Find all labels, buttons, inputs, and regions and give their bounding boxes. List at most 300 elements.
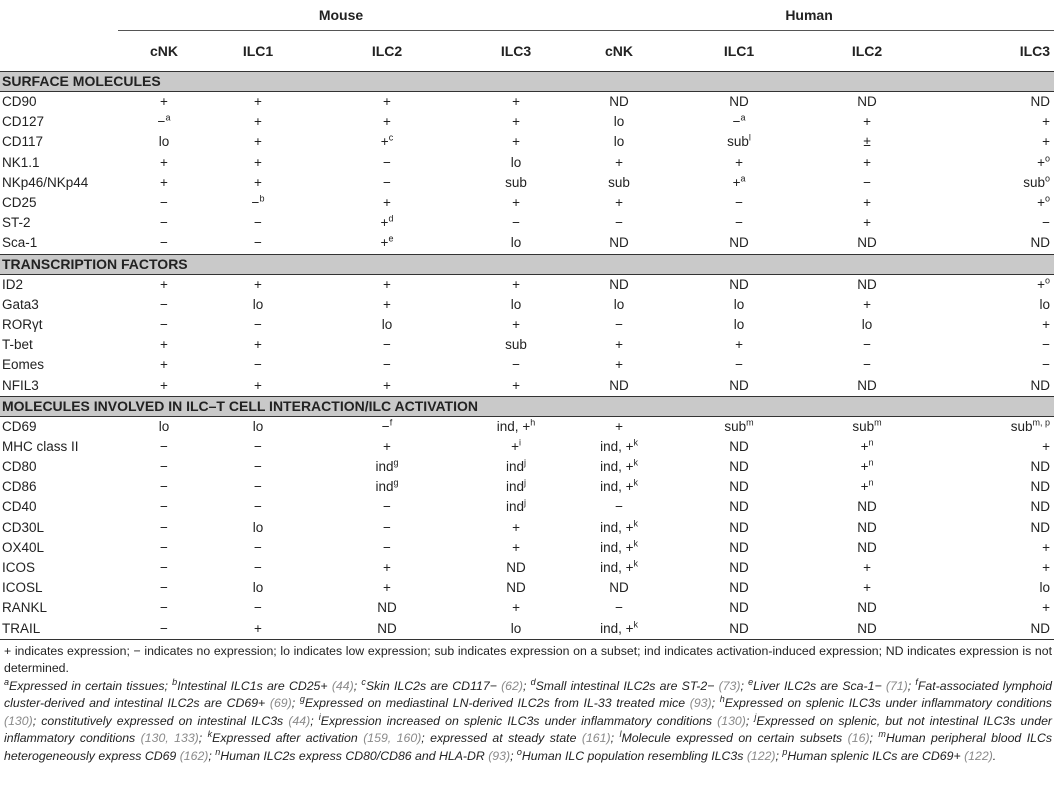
column-header: ILC2 — [851, 43, 883, 59]
footnote-text: ; — [907, 678, 916, 693]
cell-value: ind, + — [600, 519, 634, 535]
table-cell — [210, 132, 306, 152]
cell-value: + — [512, 195, 520, 211]
cell-value: + — [254, 276, 262, 292]
cell-value: + — [160, 94, 168, 110]
footnote-text: Intestinal ILC1s are CD25+ — [177, 678, 332, 693]
table-cell — [468, 578, 564, 598]
column-header: ILC1 — [242, 43, 274, 59]
cell-value: lo — [510, 620, 522, 636]
cell-value: ND — [857, 235, 877, 251]
footnote-text: ; — [208, 748, 216, 763]
cell-value: − — [160, 539, 168, 555]
table-cell — [804, 375, 930, 396]
footnote-reference: (62) — [501, 678, 523, 693]
footnote-reference: (122) — [746, 748, 776, 763]
cell-footnote-mark: k — [633, 477, 638, 488]
column-header: ILC3 — [500, 43, 532, 59]
row-label: ST-2 — [2, 215, 31, 231]
cell-value: − — [160, 296, 168, 312]
cell-value: sub — [505, 174, 527, 190]
cell-value: − — [254, 600, 262, 616]
table-cell — [930, 274, 1054, 295]
cell-value: − — [512, 357, 520, 373]
cell-value: lo — [381, 316, 393, 332]
cell-footnote-mark: m, p — [1032, 417, 1051, 428]
cell-value: − — [160, 316, 168, 332]
table-cell — [804, 457, 930, 477]
table-row — [0, 355, 1054, 375]
table-cell — [674, 538, 804, 558]
header-spacer — [0, 31, 118, 72]
cell-value: ND — [609, 235, 629, 251]
table-cell — [930, 213, 1054, 233]
table-cell — [564, 233, 674, 254]
cell-value: ND — [729, 620, 749, 636]
table-cell — [210, 173, 306, 193]
cell-value: lo — [1039, 580, 1051, 596]
cell-value: + — [254, 620, 262, 636]
table-cell — [564, 457, 674, 477]
cell-value: + — [160, 377, 168, 393]
footnote-text: ; — [198, 731, 208, 746]
footnote-mark: h — [719, 694, 725, 705]
footnote-text: Human ILC population resembling ILC3s — [521, 748, 747, 763]
header-spacer — [0, 0, 118, 31]
table-cell — [564, 416, 674, 437]
table-cell — [306, 315, 468, 335]
cell-value: − — [160, 560, 168, 576]
cell-value: − — [254, 438, 262, 454]
row-label: RORγt — [2, 316, 43, 332]
table-cell — [564, 213, 674, 233]
cell-footnote-mark: k — [633, 558, 638, 569]
row-label: CD40 — [2, 499, 37, 515]
cell-value: ind — [375, 479, 394, 495]
table-cell — [804, 437, 930, 457]
table-cell — [210, 598, 306, 618]
cell-value: − — [1042, 357, 1051, 373]
table-cell — [118, 619, 210, 639]
table-cell — [930, 355, 1054, 375]
table-cell — [118, 598, 210, 618]
table-cell — [210, 619, 306, 639]
table-cell — [468, 558, 564, 578]
cell-value: lo — [613, 296, 625, 312]
cell-value: − — [251, 195, 260, 211]
table-cell — [468, 193, 564, 213]
table-cell — [930, 112, 1054, 132]
cell-footnote-mark: n — [868, 477, 874, 488]
table-cell — [306, 375, 468, 396]
table-cell — [674, 355, 804, 375]
table-cell — [468, 274, 564, 295]
row-label: OX40L — [2, 539, 45, 555]
cell-value: + — [512, 600, 520, 616]
row-label: CD25 — [2, 195, 37, 211]
cell-value: + — [254, 174, 262, 190]
cell-value: ind — [506, 479, 525, 495]
cell-footnote-mark: a — [740, 112, 746, 123]
table-cell — [564, 132, 674, 152]
footnote-reference: (93) — [488, 748, 511, 763]
table-row — [0, 173, 1054, 193]
legend-text: + indicates expression; − indicates no expression; lo indicates low expression; sub indicates expression on a subset; ind indicates activation-induced expression; ND indicates expression is not determined. — [4, 643, 1052, 676]
footnote-text: Expression increased on splenic ILC3s under inflammatory conditions — [320, 713, 718, 728]
cell-footnote-mark: j — [524, 457, 527, 468]
section-title: MOLECULES INVOLVED IN ILC–T CELL INTERACTION/ILC ACTIVATION — [0, 396, 1054, 416]
table-cell — [674, 558, 804, 578]
table-cell — [930, 538, 1054, 558]
cell-value: ND — [1030, 459, 1051, 475]
footnote-text: Small intestinal ILC2s are ST-2− — [535, 678, 719, 693]
cell-value: − — [254, 499, 262, 515]
cell-value: sub — [724, 418, 747, 434]
cell-value: + — [860, 438, 869, 454]
table-row — [0, 598, 1054, 618]
cell-footnote-mark: c — [388, 132, 394, 143]
table-cell — [306, 538, 468, 558]
cell-value: + — [1042, 114, 1051, 130]
table-cell — [468, 112, 564, 132]
table-cell — [804, 497, 930, 517]
cell-value: ND — [729, 459, 749, 475]
cell-value: − — [254, 316, 262, 332]
row-label: CD117 — [2, 134, 44, 150]
footnote-list — [4, 678, 1052, 766]
table-row — [0, 274, 1054, 295]
cell-value: − — [383, 337, 391, 353]
cell-value: ND — [857, 377, 877, 393]
cell-value: sub — [727, 134, 749, 150]
cell-value: + — [1042, 316, 1051, 332]
table-cell — [468, 335, 564, 355]
column-header-row — [0, 31, 1054, 72]
cell-value: lo — [252, 418, 264, 434]
cell-value: ND — [729, 600, 749, 616]
table-cell — [306, 477, 468, 497]
cell-value: lo — [510, 296, 522, 312]
footnote-reference: (16) — [847, 731, 870, 746]
footnote-text: ; — [610, 731, 620, 746]
table-cell — [306, 518, 468, 538]
section-title: TRANSCRIPTION FACTORS — [0, 254, 1054, 274]
table-cell — [930, 578, 1054, 598]
table-row — [0, 619, 1054, 639]
footnote-mark: f — [915, 676, 918, 687]
cell-value: ind — [506, 499, 525, 515]
footnote-mark: k — [207, 729, 213, 740]
footnote-text: Molecule expressed on certain subsets — [621, 731, 848, 746]
column-header: ILC2 — [371, 43, 403, 59]
cell-value: ind, + — [600, 560, 634, 576]
cell-value: + — [615, 337, 623, 353]
table-cell — [674, 213, 804, 233]
table-cell — [804, 335, 930, 355]
table-row — [0, 315, 1054, 335]
table-cell — [564, 274, 674, 295]
table-row — [0, 132, 1054, 152]
cell-value: ND — [1030, 94, 1051, 110]
footnote-text: Liver ILC2s are Sca-1− — [753, 678, 886, 693]
cell-value: ND — [609, 276, 629, 292]
cell-value: + — [380, 215, 389, 231]
table-cell — [306, 193, 468, 213]
table-cell — [804, 558, 930, 578]
table-cell — [306, 213, 468, 233]
cell-value: − — [160, 215, 168, 231]
footnote-reference: (159, 160) — [363, 731, 422, 746]
cell-value: + — [254, 337, 262, 353]
cell-footnote-mark: g — [393, 477, 399, 488]
footnote-reference: (93) — [689, 696, 712, 711]
table-cell — [118, 132, 210, 152]
cell-value: − — [381, 418, 390, 434]
table-cell — [930, 416, 1054, 437]
footnote-reference: (73) — [718, 678, 741, 693]
table-cell — [674, 274, 804, 295]
cell-value: − — [160, 195, 168, 211]
table-cell — [674, 477, 804, 497]
table-cell — [674, 518, 804, 538]
table-cell — [210, 193, 306, 213]
cell-footnote-mark: l — [748, 132, 751, 143]
cell-value: ND — [729, 580, 749, 596]
cell-value: lo — [158, 418, 170, 434]
table-cell — [306, 233, 468, 254]
table-cell — [306, 295, 468, 315]
cell-value: + — [1042, 438, 1051, 454]
table-cell — [564, 538, 674, 558]
cell-value: ND — [729, 479, 749, 495]
footnote-text: Expressed on splenic, but not intestinal ILC3s under inflammatory conditions — [4, 713, 1053, 746]
cell-value: sub — [852, 418, 875, 434]
cell-value: ND — [1030, 479, 1051, 495]
table-footnotes — [0, 640, 1054, 766]
table-cell — [468, 173, 564, 193]
footnote-reference: (130) — [4, 713, 33, 728]
table-cell — [210, 437, 306, 457]
table-cell — [210, 375, 306, 396]
cell-value: + — [512, 276, 520, 292]
table-cell — [210, 477, 306, 497]
table-cell — [118, 315, 210, 335]
section-title: SURFACE MOLECULES — [0, 72, 1054, 92]
table-cell — [118, 578, 210, 598]
table-cell — [930, 558, 1054, 578]
cell-footnote-mark: k — [633, 538, 638, 549]
table-cell — [804, 274, 930, 295]
table-cell — [804, 619, 930, 639]
table-cell — [468, 619, 564, 639]
cell-value: + — [254, 114, 262, 130]
table-row — [0, 578, 1054, 598]
table-cell — [118, 497, 210, 517]
cell-value: ND — [729, 519, 749, 535]
cell-value: + — [863, 114, 871, 130]
cell-value: ind — [506, 459, 525, 475]
table-cell — [930, 497, 1054, 517]
cell-value: sub — [505, 337, 527, 353]
table-cell — [930, 315, 1054, 335]
row-label: CD69 — [0, 416, 118, 437]
table-cell — [804, 153, 930, 173]
table-cell — [930, 437, 1054, 457]
table-cell — [306, 578, 468, 598]
footnote-mark: o — [516, 746, 522, 757]
footnote-text: ; — [869, 731, 879, 746]
footnote-text: ; — [522, 678, 531, 693]
table-cell — [674, 112, 804, 132]
cell-value: − — [160, 620, 168, 636]
cell-value: + — [1042, 560, 1051, 576]
table-cell — [804, 578, 930, 598]
table-cell — [674, 315, 804, 335]
cell-value: + — [512, 519, 520, 535]
table-row — [0, 457, 1054, 477]
table-cell — [674, 233, 804, 254]
footnote-text: Skin ILC2s are CD117− — [365, 678, 502, 693]
cell-value: − — [160, 235, 168, 251]
table-cell — [674, 375, 804, 396]
cell-value: − — [383, 154, 391, 170]
cell-value: + — [383, 296, 391, 312]
cell-value: − — [160, 438, 168, 454]
cell-value: − — [863, 174, 871, 190]
table-row — [0, 92, 1054, 113]
row-label: TRAIL — [2, 620, 41, 636]
cell-value: − — [735, 215, 743, 231]
cell-value: ND — [857, 276, 877, 292]
row-label: MHC class II — [2, 438, 79, 454]
cell-value: lo — [252, 580, 264, 596]
cell-value: ND — [1030, 499, 1051, 515]
table-cell — [674, 132, 804, 152]
footnote-mark: i — [318, 711, 321, 722]
table-cell — [674, 173, 804, 193]
footnote-text: ; — [740, 678, 749, 693]
row-label: T-bet — [2, 337, 33, 353]
cell-value: ND — [729, 539, 749, 555]
cell-value: + — [615, 357, 623, 373]
table-cell — [306, 112, 468, 132]
table-cell — [930, 598, 1054, 618]
table-cell — [210, 355, 306, 375]
table-cell — [930, 518, 1054, 538]
table-cell — [210, 497, 306, 517]
table-cell — [306, 598, 468, 618]
cell-value: − — [383, 174, 391, 190]
table-cell — [118, 518, 210, 538]
cell-value: − — [157, 114, 166, 130]
footnote-text: ; — [353, 678, 362, 693]
table-row — [0, 213, 1054, 233]
cell-value: ND — [729, 560, 749, 576]
table-cell — [468, 315, 564, 335]
cell-value: ind, + — [600, 479, 634, 495]
table-cell — [468, 132, 564, 152]
cell-footnote-mark: o — [1045, 173, 1051, 184]
cell-footnote-mark: o — [1045, 153, 1051, 164]
cell-value: lo — [861, 316, 873, 332]
cell-value: ND — [857, 620, 877, 636]
cell-value: ND — [729, 94, 749, 110]
table-cell — [674, 437, 804, 457]
cell-value: − — [1042, 215, 1051, 231]
cell-value: + — [254, 134, 262, 150]
cell-footnote-mark: j — [524, 477, 527, 488]
footnote-text: ; — [310, 713, 319, 728]
cell-value: lo — [613, 114, 625, 130]
cell-value: − — [735, 195, 743, 211]
cell-footnote-mark: n — [868, 437, 874, 448]
cell-value: ND — [729, 438, 749, 454]
cell-footnote-mark: k — [633, 437, 638, 448]
cell-value: + — [512, 94, 520, 110]
table-cell — [306, 132, 468, 152]
cell-value: − — [160, 459, 168, 475]
table-cell — [468, 92, 564, 113]
table-cell — [674, 497, 804, 517]
cell-value: ± — [863, 134, 871, 150]
row-label: RANKL — [2, 600, 48, 616]
cell-value: ND — [609, 94, 629, 110]
column-header: ILC3 — [1019, 43, 1051, 59]
table-cell — [210, 558, 306, 578]
cell-value: − — [160, 580, 168, 596]
cell-footnote-mark: m — [746, 417, 754, 428]
cell-value: − — [863, 357, 871, 373]
cell-value: sub — [608, 174, 630, 190]
table-cell — [468, 457, 564, 477]
table-cell — [564, 558, 674, 578]
cell-value: + — [160, 357, 168, 373]
cell-value: ind, + — [496, 418, 531, 434]
footnote-reference: (44) — [288, 713, 311, 728]
footnote-text: ; — [711, 696, 720, 711]
table-cell — [930, 153, 1054, 173]
footnote-text: Expressed after activation — [212, 731, 364, 746]
cell-footnote-mark: k — [633, 457, 638, 468]
cell-value: + — [615, 154, 623, 170]
row-label: ICOS — [2, 560, 36, 576]
table-row — [0, 497, 1054, 517]
table-cell — [468, 538, 564, 558]
cell-value: lo — [252, 296, 264, 312]
cell-footnote-mark: d — [388, 213, 394, 224]
cell-value: + — [160, 337, 168, 353]
footnote-reference: (161) — [581, 731, 611, 746]
cell-value: − — [615, 215, 623, 231]
table-cell — [564, 193, 674, 213]
cell-value: + — [160, 154, 168, 170]
footnote-mark: d — [530, 676, 536, 687]
footnote-text: Expressed on splenic ILC3s under inflammatory conditions — [724, 696, 1052, 711]
table-cell — [210, 112, 306, 132]
column-header: cNK — [605, 43, 634, 59]
footnote-text: ; constitutively expressed on intestinal ILC3s — [32, 713, 289, 728]
cell-value: + — [383, 560, 391, 576]
cell-value: + — [383, 195, 391, 211]
table-cell — [468, 598, 564, 618]
table-cell — [306, 457, 468, 477]
cell-value: sub — [1010, 418, 1033, 434]
footnote-reference: (122) — [964, 748, 993, 763]
cell-footnote-mark: o — [1045, 275, 1051, 286]
cell-value: + — [383, 438, 391, 454]
footnote-text: Human ILC2s express CD80/CD86 and HLA-DR — [220, 748, 489, 763]
table-cell — [564, 315, 674, 335]
